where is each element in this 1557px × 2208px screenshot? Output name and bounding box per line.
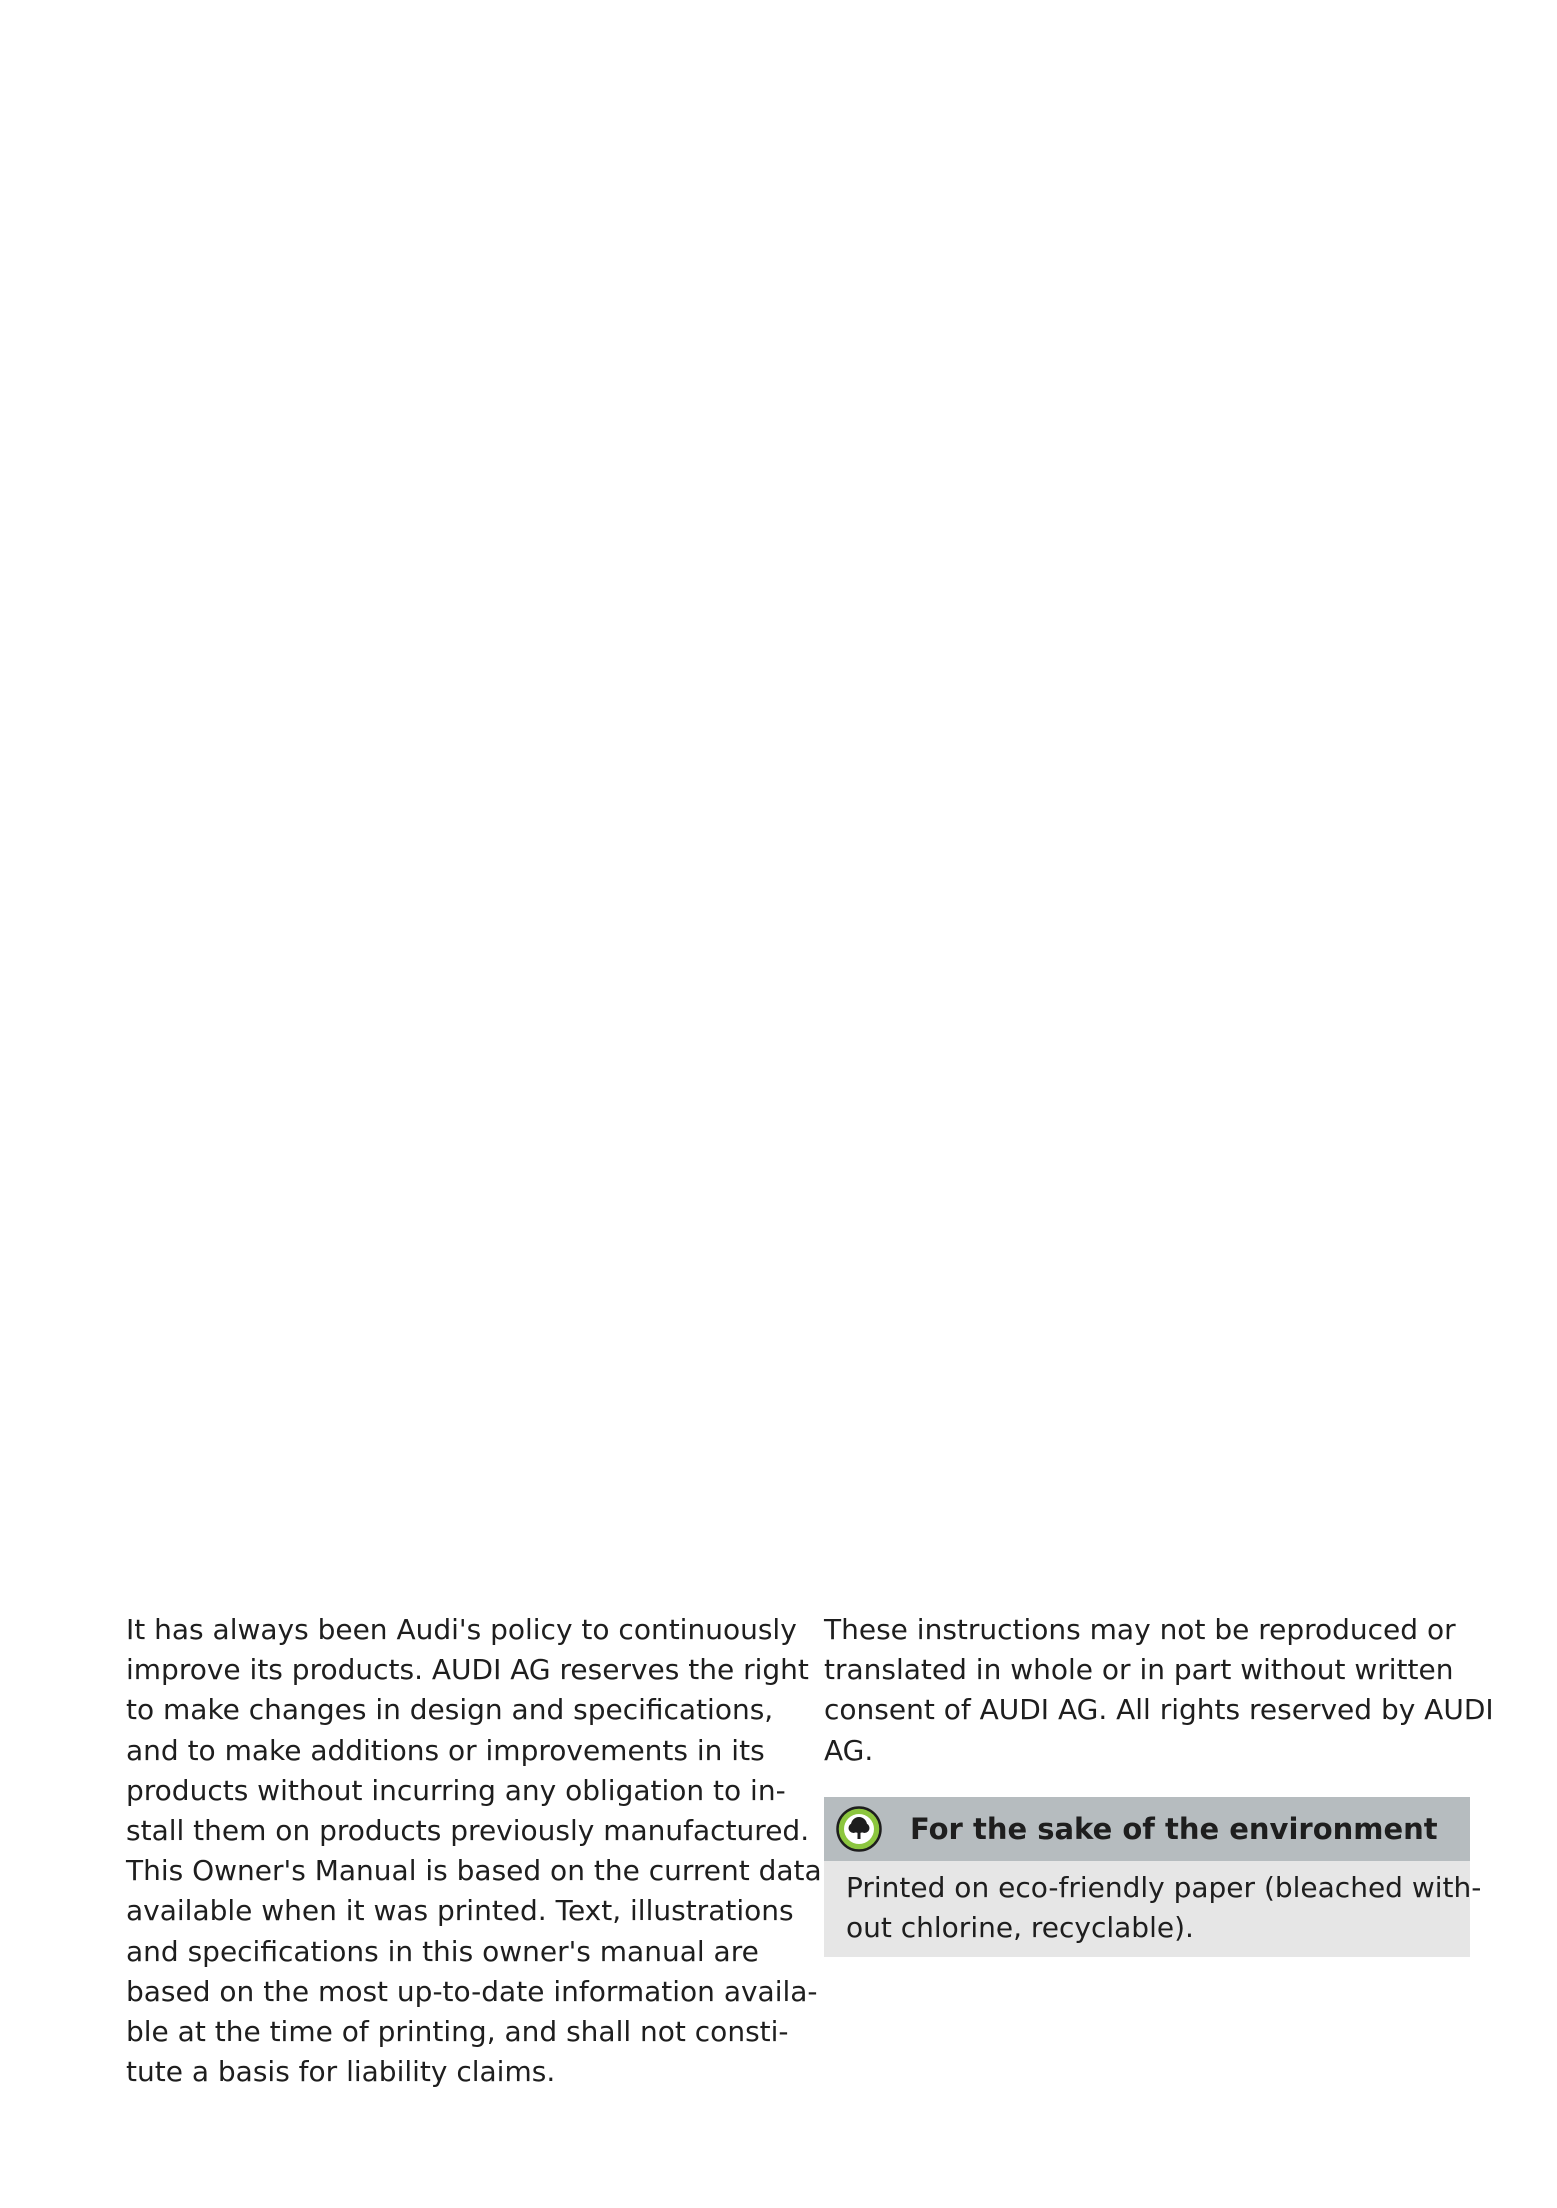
environment-note-title: For the sake of the environment — [910, 1812, 1438, 1846]
environment-note-body — [824, 1861, 1482, 1957]
text-line: and to make additions or improvements in its — [126, 1733, 765, 1767]
text-line: to make changes in design and specifications, — [126, 1693, 774, 1727]
text-line: based on the most up-to-date information availa- — [126, 1974, 818, 2008]
text-line: ble at the time of printing, and shall not consti- — [126, 2015, 789, 2049]
text-line: This Owner's Manual is based on the current data — [126, 1854, 822, 1888]
text-line: stall them on products previously manufactured. — [126, 1814, 810, 1848]
policy-paragraph — [126, 1610, 822, 2092]
text-line: It has always been Audi's policy to continuously — [126, 1613, 797, 1646]
text-line: AG. — [824, 1733, 874, 1767]
text-line: out chlorine, recyclable). — [846, 1911, 1194, 1945]
environment-note — [824, 1797, 1482, 1957]
text-line: Printed on eco-friendly paper (bleached with- — [846, 1871, 1482, 1904]
text-line: translated in whole or in part without written — [824, 1653, 1454, 1687]
environment-note-header — [824, 1797, 1470, 1861]
copyright-paragraph — [824, 1610, 1494, 1771]
text-line: available when it was printed. Text, illustrations — [126, 1894, 794, 1928]
text-line: products without incurring any obligation to in- — [126, 1773, 786, 1807]
text-line: These instructions may not be reproduced or — [824, 1613, 1456, 1646]
text-line: tute a basis for liability claims. — [126, 2055, 556, 2089]
text-line: improve its products. AUDI AG reserves the right — [126, 1653, 809, 1687]
tree-icon — [836, 1806, 882, 1852]
text-line: consent of AUDI AG. All rights reserved by AUDI — [824, 1693, 1494, 1727]
text-line: and specifications in this owner's manual are — [126, 1934, 759, 1968]
